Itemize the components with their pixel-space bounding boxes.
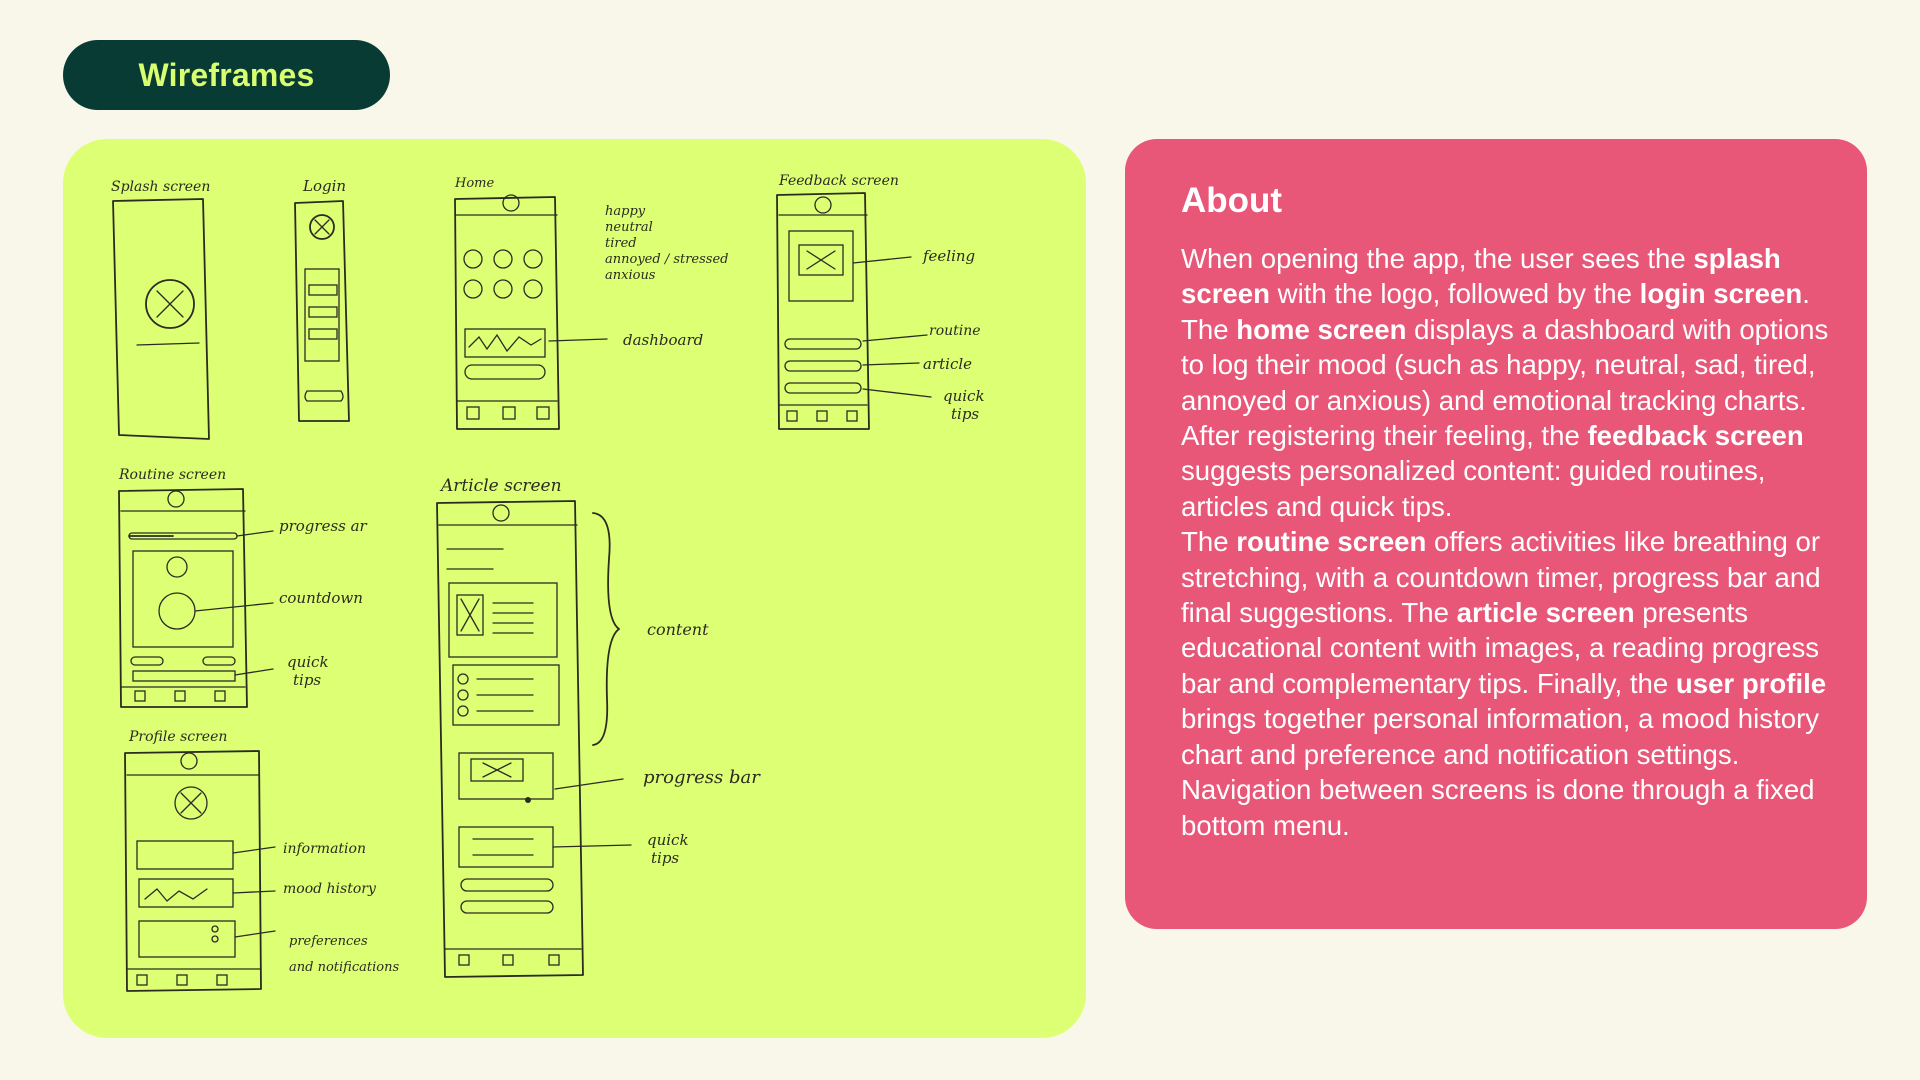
routine-screen-sketch <box>119 489 273 707</box>
about-text: suggests personalized content: guided routines, articles and quick tips. <box>1181 455 1766 522</box>
about-highlight: user profile <box>1675 667 1827 699</box>
about-paragraph-1 <box>1181 241 1833 524</box>
wireframes-sketch-board <box>63 139 1086 1038</box>
section-title: Wireframes <box>138 56 315 93</box>
about-text: The <box>1181 526 1237 558</box>
about-text: offers activities like breathing or stretching, with a countdown timer, progress bar and final suggestions. The <box>1181 526 1821 629</box>
svg-text:tips: tips <box>951 405 980 423</box>
svg-text:preferences: preferences <box>289 934 368 949</box>
svg-text:quick: quick <box>287 653 329 671</box>
svg-text:quick: quick <box>943 387 985 405</box>
routine-screen-label: Routine screen <box>119 467 227 483</box>
wireframe-sketches <box>63 139 1086 1038</box>
feedback-screen-sketch <box>777 193 931 429</box>
about-card <box>1125 139 1867 929</box>
login-sketch <box>295 201 349 421</box>
about-highlight: routine screen <box>1236 526 1427 558</box>
svg-text:countdown: countdown <box>279 589 363 607</box>
profile-screen-label: Profile screen <box>129 729 228 745</box>
svg-text:mood history: mood history <box>283 881 376 897</box>
svg-text:anxious: anxious <box>605 268 656 283</box>
svg-text:article: article <box>923 355 973 373</box>
feedback-screen-label: Feedback screen <box>779 173 899 189</box>
profile-screen-sketch <box>125 751 275 991</box>
svg-text:happy: happy <box>605 204 646 219</box>
svg-text:annoyed / stressed: annoyed / stressed <box>605 252 729 267</box>
home-sketch <box>455 195 607 429</box>
about-highlight: splash screen <box>1181 243 1781 310</box>
svg-text:progress bar: progress bar <box>643 767 760 788</box>
splash-screen-sketch <box>113 199 209 439</box>
svg-text:content: content <box>647 620 709 639</box>
about-text: . The <box>1181 278 1810 345</box>
about-highlight: home screen <box>1236 313 1407 345</box>
svg-text:quick: quick <box>647 831 689 849</box>
login-label: Login <box>303 177 347 195</box>
profile-annotations <box>283 841 399 975</box>
about-paragraph-2 <box>1181 524 1833 843</box>
about-text: brings together personal information, a mood history chart and preference and notification settings. Navigation between screens is done through a fixed bottom menu. <box>1181 703 1820 841</box>
home-annotations <box>605 204 729 349</box>
svg-text:and notifications: and notifications <box>289 960 400 975</box>
routine-annotations <box>279 517 368 689</box>
article-screen-sketch <box>437 501 631 977</box>
svg-text:tips: tips <box>651 849 680 867</box>
svg-text:feeling: feeling <box>923 247 976 265</box>
about-title: About <box>1181 181 1283 220</box>
about-highlight: login screen <box>1639 278 1803 310</box>
home-label: Home <box>455 176 495 191</box>
splash-screen-label: Splash screen <box>111 179 211 195</box>
section-title-pill <box>63 40 390 110</box>
article-annotations <box>643 620 761 867</box>
article-screen-label: Article screen <box>441 476 562 496</box>
about-text: displays a dashboard with options to log their mood (such as happy, neutral, sad, tired, annoyed or anxious) and emotional tracking charts. After registering their feeling, the <box>1181 313 1829 452</box>
svg-text:information: information <box>283 841 366 857</box>
about-text: presents educational content with images, a reading progress bar and complementary tips. Finally, the <box>1181 597 1820 699</box>
about-highlight: article screen <box>1456 597 1635 629</box>
svg-text:tired: tired <box>605 236 637 251</box>
about-text: When opening the app, the user sees the <box>1181 243 1694 274</box>
svg-text:dashboard: dashboard <box>623 331 704 349</box>
svg-text:tips: tips <box>293 671 322 689</box>
svg-text:progress ar: progress ar <box>279 517 367 535</box>
about-text: with the logo, followed by the <box>1269 278 1640 310</box>
about-highlight: feedback screen <box>1587 420 1804 452</box>
svg-text:neutral: neutral <box>605 220 653 235</box>
svg-text:routine: routine <box>929 323 981 339</box>
